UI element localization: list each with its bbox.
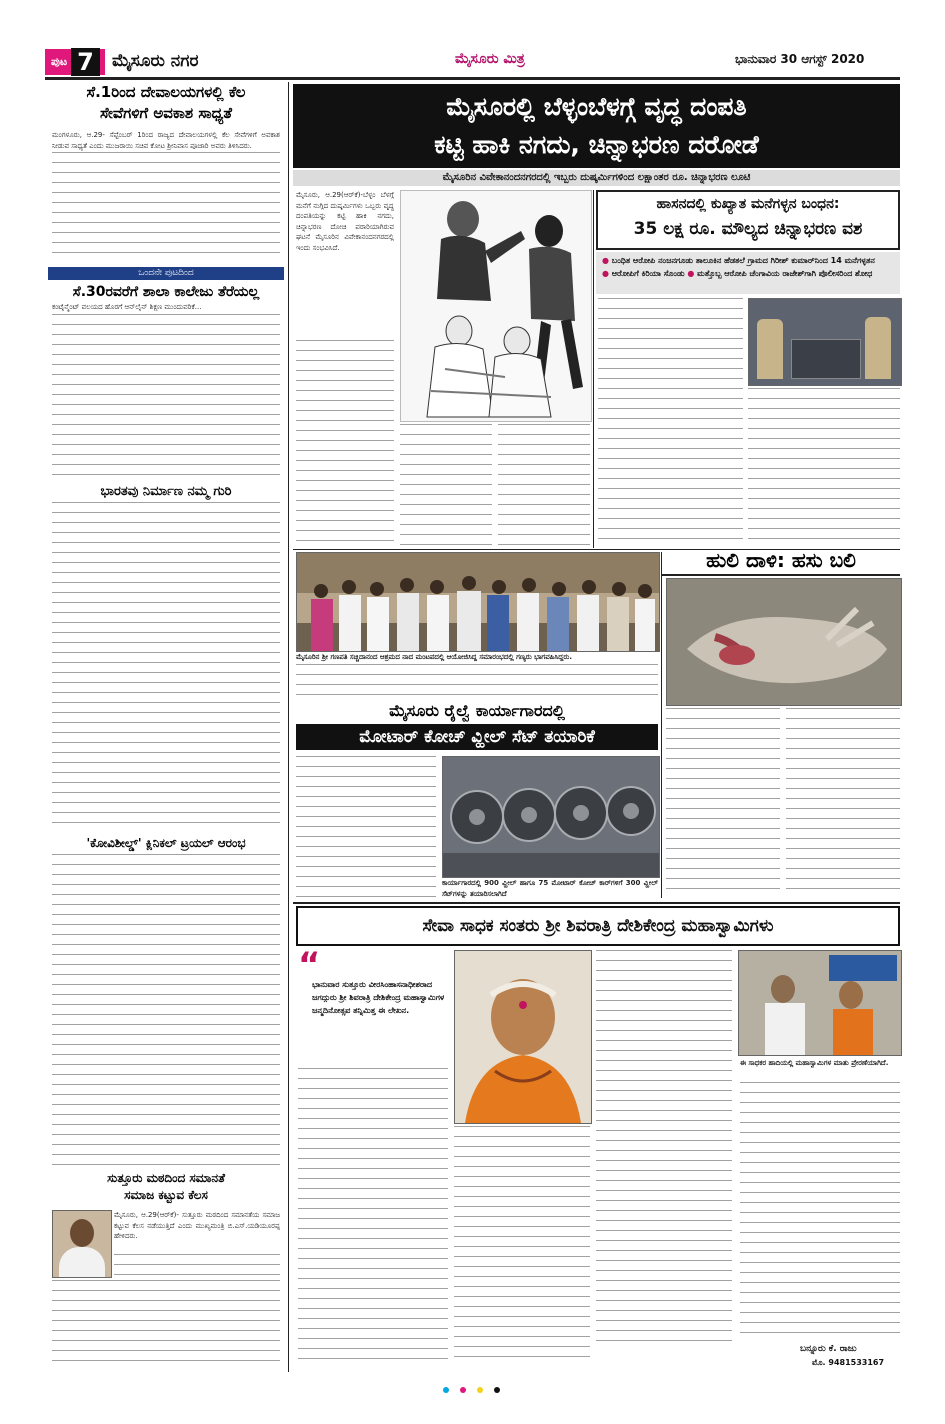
bharata-headline: ಭಾರತವು ನಿರ್ಮಾಣ ನಮ್ಮ ಗುರಿ xyxy=(100,484,232,499)
page-number: 7 xyxy=(71,48,100,76)
swamiji-portrait xyxy=(454,950,592,1124)
hassan-bullet-2: ಆರೋಪಿಗೆ ಕಿರಿಯಾ ಸೊಂಡು xyxy=(611,269,685,278)
group-photo xyxy=(296,552,660,652)
ondane-tag-label: ಒಂದನೇ ಪುಟದಿಂದ xyxy=(138,268,194,278)
bullet-icon: ● xyxy=(602,256,609,265)
huli-body-col1 xyxy=(666,708,780,898)
school-lead: ಕಂಟೈನ್ಮೆಂಟ್ ವಲಯದ ಹೊರಗೆ ಆನ್‌ಲೈನ್ ಶಿಕ್ಷಣ ಮುಂದುವರಿಕೆ... xyxy=(52,303,202,311)
school-body xyxy=(52,314,280,480)
railway-body xyxy=(296,756,436,898)
yellow-dot-icon xyxy=(477,1387,483,1393)
main-body-col2 xyxy=(400,424,492,545)
cow-photo xyxy=(666,578,902,706)
school-headline: ಸೆ.30ರವರೆಗೆ ಶಾಲಾ ಕಾಲೇಜು ತೆರೆಯಲ್ಲ xyxy=(72,284,260,300)
bullet-icon: ● xyxy=(687,269,695,278)
suttur-body xyxy=(114,1254,280,1278)
header-rule xyxy=(45,77,900,80)
main-headline-line1: ಮೈಸೂರಲ್ಲಿ ಬೆಳ್ಳಂಬೆಳಗ್ಗೆ ವೃದ್ಧ ದಂಪತಿ xyxy=(446,92,747,121)
page-label: ಪುಟ xyxy=(51,55,68,68)
seva-body-col2 xyxy=(454,1126,590,1366)
main-headline-line2: ಕಟ್ಟಿ ಹಾಕಿ ನಗದು, ಚಿನ್ನಾಭರಣ ದರೋಡೆ xyxy=(434,130,759,159)
hassan-box xyxy=(596,190,900,250)
paper-name: ಮೈಸೂರು ಮಿತ್ರ xyxy=(455,51,525,67)
section-title: ಮೈಸೂರು ನಗರ xyxy=(112,51,199,71)
suttur-headline xyxy=(48,1170,284,1204)
wheel-photo-caption: ಕಾರ್ಯಾಗಾರದಲ್ಲಿ 900 ವ್ಹೀಲ್ ಹಾಗೂ 75 ಮೋಟಾರ್ ಕೋಚ್ ಕಾರ್‌ಗಳಿಗೆ 300 ವ್ಹೀಲ್ ಸೆಟ್‌ಗಳನ್ನು ತಯಾರಿಸಲಾಗಿದೆ xyxy=(442,879,658,898)
robbery-illustration xyxy=(400,190,592,422)
hassan-bullet-1: ಬಂಧಿತ ಆರೋಪಿ ನಂಜನಗೂಡು ತಾಲೂಕಿನ ಹೆಡತಲೆ ಗ್ರಾಮದ ಗಿರೀಶ್ ಕುಮಾರ್‌ನಿಂದ 14 ಮನೆಗಳ್ಳತನ xyxy=(611,256,875,265)
main-subhead: ಮೈಸೂರಿನ ವಿವೇಕಾನಂದನಗರದಲ್ಲಿ ಇಬ್ಬರು ದುಷ್ಕರ್ಮಿಗಳಿಂದ ಲಕ್ಷಾಂತರ ರೂ. ಚಿನ್ನಾಭರಣ ಲೂಟಿ xyxy=(293,170,900,186)
seva-quote-box xyxy=(298,945,448,1064)
left-column-divider xyxy=(288,82,289,1372)
seva-photo-caption: ಈ ಸಾಧಕರ ಹಾದಿಯಲ್ಲಿ ಮಹಾಸ್ವಾಮಿಗಳ ಮಾತು ಪ್ರೇರಣೆಯಾಗಿದೆ. xyxy=(740,1059,889,1067)
hassan-photo xyxy=(748,298,902,386)
quote-mark-icon: “ xyxy=(298,945,321,985)
hassan-headline-line2: 35 ಲಕ್ಷ ರೂ. ಮೌಲ್ಯದ ಚಿನ್ನಾಭರಣ ವಶ xyxy=(633,219,863,239)
page-badge xyxy=(45,49,105,75)
huli-headline: ಹುಲಿ ದಾಳಿ: ಹಸು ಬಲಿ xyxy=(662,546,900,576)
cm-portrait xyxy=(52,1210,112,1278)
seva-body-col1 xyxy=(298,1068,448,1366)
issue-date: ಭಾನುವಾರ 30 ಆಗಸ್ಟ್ 2020 xyxy=(735,52,865,66)
registration-marks xyxy=(440,1378,503,1397)
hassan-body-col1 xyxy=(598,298,743,546)
group-caption-lines xyxy=(296,664,658,696)
seva-phone: ಮೊ. 9481533167 xyxy=(812,1358,885,1367)
temple-lead: ಮಂಗಳೂರು, ಆ.29- ಸೆಪ್ಟೆಂಬರ್ 1ರಿಂದ ರಾಜ್ಯದ ದೇವಾಲಯಗಳಲ್ಲಿ ಕೆಲ ಸೇವೆಗಳಿಗೆ ಅವಕಾಶ ನೀಡುವ ಸಾಧ್ಯತೆ ಎಂದು ಮುಜರಾಯಿ ಸಚಿವ ಕೋಟ ಶ್ರೀನಿವಾಸ ಪೂಜಾರಿ ಅವರು ತಿಳಿಸಿದರು. xyxy=(52,131,280,150)
wheel-photo xyxy=(442,756,660,878)
ondane-tag xyxy=(48,267,284,280)
main-body-col3 xyxy=(498,424,590,545)
seva-top-rule xyxy=(293,902,900,904)
seva-author: ಬನ್ನೂರು ಕೆ. ರಾಜು xyxy=(800,1344,857,1354)
hassan-body-col2 xyxy=(748,388,900,546)
black-dot-icon xyxy=(494,1387,500,1393)
main-lead: ಮೈಸೂರು, ಆ.29(ಆರ್‌ಕೆ)-ಬೆಳ್ಳಂ ಬೆಳಗ್ಗೆ ಮನೆಗೆ ನುಗ್ಗಿದ ದುಷ್ಕರ್ಮಿಗಳು ಒಬ್ಬರು ವೃದ್ಧ ದಂಪತಿಯನ್ನು ಕಟ್ಟಿ ಹಾಕಿ ನಗದು, ಚಿನ್ನಾಭರಣ ದೋಚಿ ಪರಾರಿಯಾಗಿರುವ ಘಟನೆ ಮೈಸೂರಿನ ವಿವೇಕಾನಂದನಗರದಲ್ಲಿ ಇಂದು ಸಂಭವಿಸಿದೆ. xyxy=(296,191,394,252)
group-photo-caption: ಮೈಸೂರಿನ ಶ್ರೀ ಗಣಪತಿ ಸಚ್ಚಿದಾನಂದ ಆಶ್ರಮದ ನಾದ ಮಂಟಪದಲ್ಲಿ ಆಯೋಜಿಸಿದ್ದ ಸಮಾರಂಭದಲ್ಲಿ ಗಣ್ಯರು ಭಾಗವಹಿಸಿದ್ದರು. xyxy=(296,653,572,661)
suttur-headline-line1: ಸುತ್ತೂರು ಮಠದಿಂದ ಸಮಾನತೆ xyxy=(107,1171,225,1185)
temple-headline xyxy=(48,82,284,124)
cyan-dot-icon xyxy=(443,1387,449,1393)
suttur-lead-text: ಮೈಸೂರು, ಆ.29(ಆರ್‌ಕೆ)- ಸುತ್ತೂರು ಮಠದಿಂದ ಸಮಾನತೆಯ ಸಮಾಜ ಕಟ್ಟುವ ಕೆಲಸ ನಡೆಯುತ್ತಿದೆ ಎಂದು ಮುಖ್ಯಮಂತ್ರಿ ಬಿ.ಎಸ್.ಯಡಿಯೂರಪ್ಪ ಹೇಳಿದರು. xyxy=(114,1211,280,1240)
suttur-headline-line2: ಸಮಾಜ ಕಟ್ಟುವ ಕೆಲಸ xyxy=(124,1188,208,1202)
hassan-headline-line1: ಹಾಸನದಲ್ಲಿ ಕುಖ್ಯಾತ ಮನೆಗಳ್ಳನ ಬಂಧನ: xyxy=(656,196,840,212)
hassan-bullets xyxy=(596,252,900,294)
main-headline xyxy=(293,84,900,168)
temple-headline-line1: ಸೆ.1ರಿಂದ ದೇವಾಲಯಗಳಲ್ಲಿ ಕೆಲ xyxy=(86,83,246,101)
temple-headline-line2: ಸೇವೆಗಳಿಗೆ ಅವಕಾಶ ಸಾಧ್ಯತೆ xyxy=(100,104,232,122)
main-body-col1 xyxy=(296,340,394,545)
bharata-body xyxy=(52,502,280,832)
seva-body-col4 xyxy=(740,1082,900,1342)
covishield-body xyxy=(52,854,280,1166)
suttur-body-2 xyxy=(52,1280,280,1364)
temple-body xyxy=(52,152,280,262)
covishield-headline: 'ಕೋವಿಶೀಲ್ಡ್' ಕ್ಲಿನಿಕಲ್ ಟ್ರಯಲ್ ಆರಂಭ xyxy=(86,836,246,850)
railway-headline-line2: ಮೋಟಾರ್ ಕೋಚ್ ವ್ಹೀಲ್ ಸೆಟ್ ತಯಾರಿಕೆ xyxy=(296,724,658,750)
magenta-dot-icon xyxy=(460,1387,466,1393)
seva-body-col3 xyxy=(596,950,732,1348)
huli-body-col2 xyxy=(786,708,900,898)
railway-headline xyxy=(296,698,658,750)
bullet-icon: ● xyxy=(602,269,609,278)
huli-divider xyxy=(661,552,662,898)
main-right-divider xyxy=(593,190,594,548)
railway-headline-line1: ಮೈಸೂರು ರೈಲ್ವೆ ಕಾರ್ಯಾಗಾರದಲ್ಲಿ xyxy=(389,701,565,720)
seva-quote-text: ಭಾನುವಾರ ಸುತ್ತೂರು ವೀರಸಿಂಹಾಸನಾಧೀಶರಾದ ಜಗದ್ಗುರು ಶ್ರೀ ಶಿವರಾತ್ರಿ ದೇಶಿಕೇಂದ್ರ ಮಹಾಸ್ವಾಮಿಗಳ ಜನ್ಮದಿನೋತ್ಸವ ತನ್ನಿಮಿತ್ತ ಈ ಲೇಖನ. xyxy=(312,980,445,1015)
seva-right-photo xyxy=(738,950,902,1056)
seva-headline: ಸೇವಾ ಸಾಧಕ ಸಂತರು ಶ್ರೀ ಶಿವರಾತ್ರಿ ದೇಶಿಕೇಂದ್ರ ಮಹಾಸ್ವಾಮಿಗಳು xyxy=(296,906,900,946)
hassan-bullet-3: ಮತ್ತೊಬ್ಬ ಆರೋಪಿ ಚೆಂಗಾವಿಯ ರಾಜೇಶ್‌ಗಾಗಿ ಪೊಲೀಸರಿಂದ ಶೋಧ xyxy=(697,269,873,278)
